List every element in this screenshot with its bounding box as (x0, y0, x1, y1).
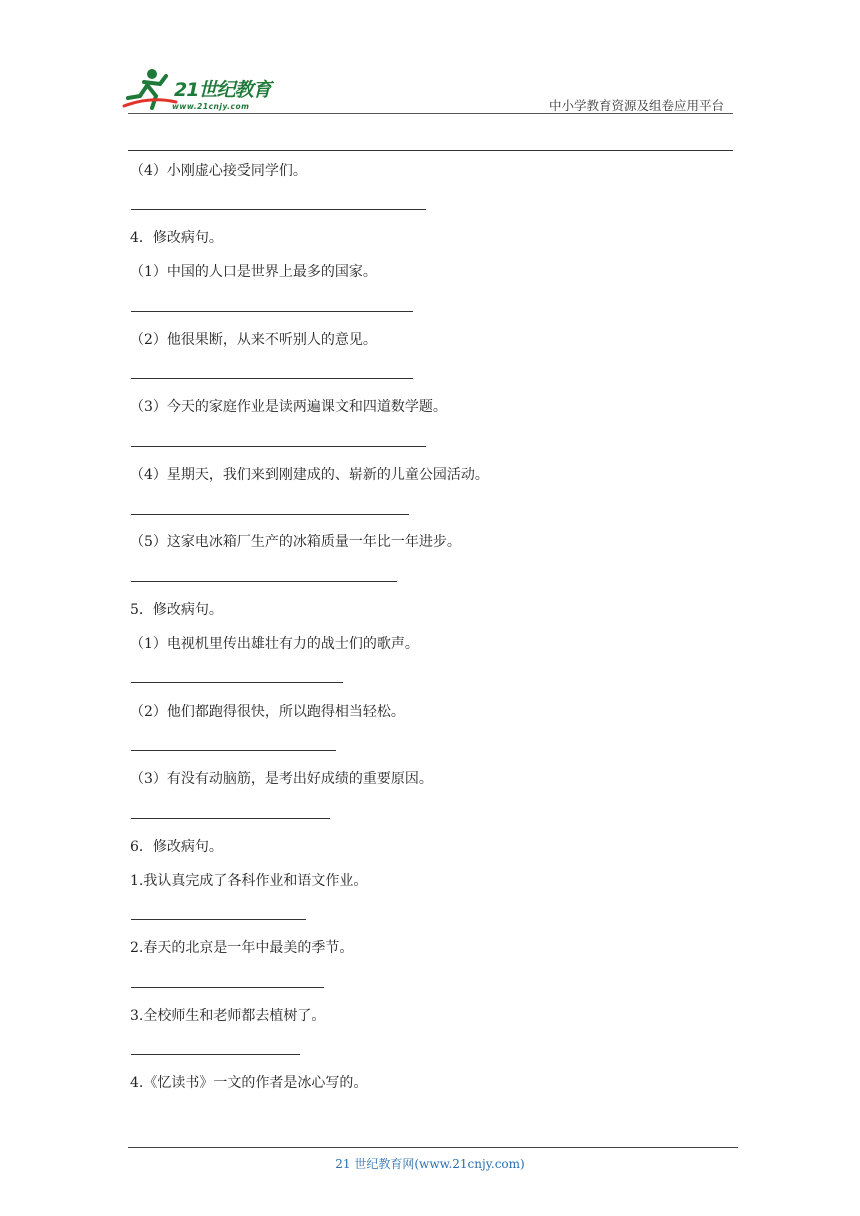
question-text: （2）他很果断，从来不听别人的意见。 (130, 332, 377, 348)
question-text: （1）电视机里传出雄壮有力的战士们的歌声。 (130, 636, 419, 652)
answer-blank[interactable] (131, 682, 343, 683)
footer-text: 21 世纪教育网(www.21cnjy.com) (335, 1157, 525, 1171)
question-text: （3）有没有动脑筋，是考出好成绩的重要原因。 (130, 771, 433, 787)
answer-blank[interactable] (131, 1054, 300, 1055)
question-text: （3）今天的家庭作业是读两遍课文和四道数学题。 (130, 399, 447, 415)
section-heading: 5．修改病句。 (130, 602, 223, 618)
section-heading: 6．修改病句。 (130, 839, 223, 855)
answer-blank[interactable] (131, 446, 426, 447)
question-text: 4.《忆读书》一文的作者是冰心写的。 (130, 1075, 368, 1091)
question-text: （1）中国的人口是世界上最多的国家。 (130, 264, 377, 280)
question-text: （5）这家电冰箱厂生产的冰箱质量一年比一年进步。 (130, 534, 461, 550)
logo-url: www.21cnjy.com (172, 102, 250, 111)
question-text: 3.全校师生和老师都去植树了。 (130, 1008, 326, 1024)
section-heading: 4．修改病句。 (130, 230, 223, 246)
header-divider (128, 113, 733, 114)
site-logo (122, 66, 292, 116)
runner-logo-icon (122, 66, 178, 114)
answer-blank[interactable] (131, 311, 413, 312)
question-text: 2.春天的北京是一年中最美的季节。 (130, 940, 354, 956)
answer-blank[interactable] (131, 209, 426, 210)
question-text: （2）他们都跑得很快，所以跑得相当轻松。 (130, 704, 405, 720)
question-text: （4）星期天，我们来到刚建成的、崭新的儿童公园活动。 (130, 467, 489, 483)
content-top-rule (128, 150, 733, 151)
answer-blank[interactable] (131, 514, 409, 515)
answer-blank[interactable] (131, 581, 397, 582)
platform-title: 中小学教育资源及组卷应用平台 (548, 98, 724, 113)
logo-wordmark: 21世纪教育 (174, 79, 271, 101)
footer-divider (128, 1147, 738, 1148)
answer-blank[interactable] (131, 750, 336, 751)
answer-blank[interactable] (131, 378, 413, 379)
question-text: 1.我认真完成了各科作业和语文作业。 (130, 873, 368, 889)
answer-blank[interactable] (131, 987, 324, 988)
question-text: （4）小刚虚心接受同学们。 (130, 163, 307, 179)
answer-blank[interactable] (131, 818, 330, 819)
answer-blank[interactable] (131, 919, 306, 920)
